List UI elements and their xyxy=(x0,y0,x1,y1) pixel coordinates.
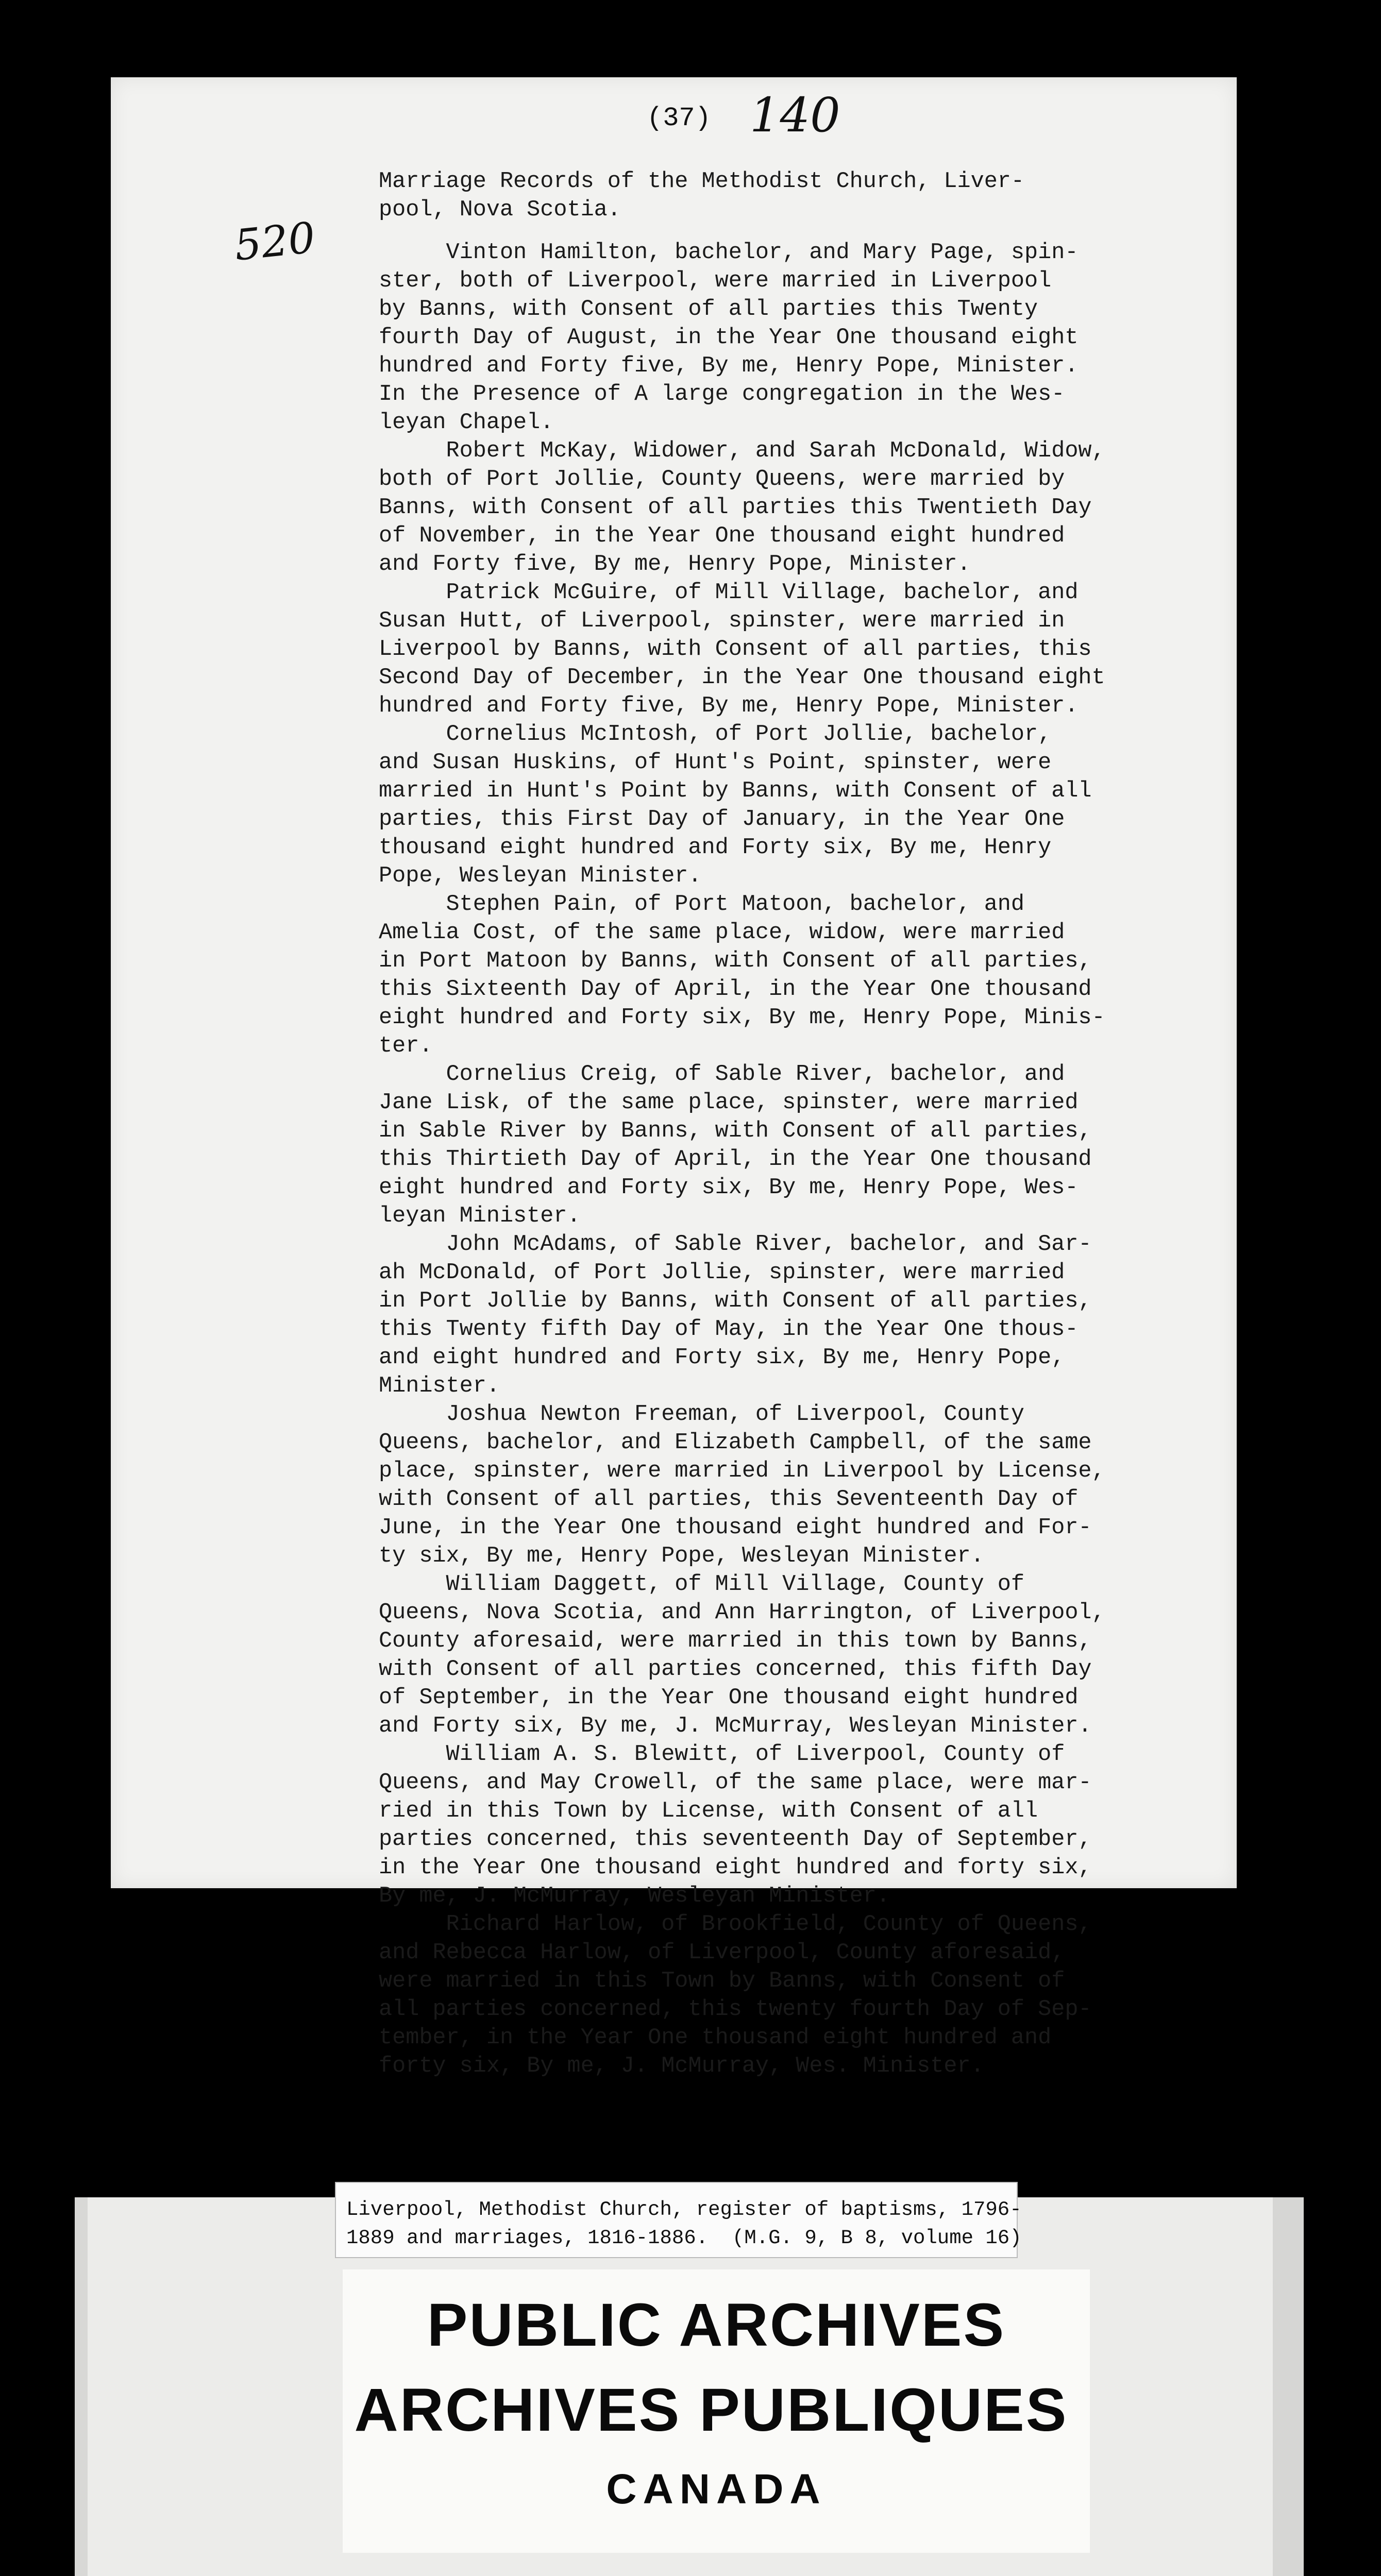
text-line: hundred and Forty five, By me, Henry Pope, Minister. xyxy=(379,353,1079,379)
text-line: Queens, Nova Scotia, and Ann Harrington, of Liverpool, xyxy=(379,1600,1105,1625)
text-line: ried in this Town by License, with Consent of all xyxy=(379,1799,1038,1824)
text-line: ster, both of Liverpool, were married in Liverpool xyxy=(379,268,1052,294)
text-line: leyan Minister. xyxy=(379,1204,581,1229)
card-edge-left xyxy=(75,2197,88,2576)
catalog-label-line-1: Liverpool, Methodist Church, register of baptisms, 1796- xyxy=(346,2198,1022,2221)
margin-note: 520 xyxy=(232,213,318,270)
text-line: both of Port Jollie, County Queens, were married by xyxy=(379,467,1065,492)
text-line: were married in this Town by Banns, with Consent of xyxy=(379,1969,1065,1994)
text-line: by Banns, with Consent of all parties this Twenty xyxy=(379,297,1038,322)
archives-stamp xyxy=(343,2269,1090,2553)
text-line: and Rebecca Harlow, of Liverpool, County aforesaid, xyxy=(379,1940,1065,1965)
text-line: Marriage Records of the Methodist Church, Liver- xyxy=(379,169,1025,194)
text-line: Stephen Pain, of Port Matoon, bachelor, and xyxy=(379,892,1025,917)
stamp-archives-publiques: ARCHIVES PUBLIQUES xyxy=(354,2376,1068,2444)
text-line: fourth Day of August, in the Year One thousand eight xyxy=(379,325,1079,350)
text-line: leyan Chapel. xyxy=(379,410,554,435)
text-line: thousand eight hundred and Forty six, By me, Henry xyxy=(379,835,1052,860)
text-line: of September, in the Year One thousand eight hundred xyxy=(379,1685,1079,1710)
text-line: hundred and Forty five, By me, Henry Pope, Minister. xyxy=(379,693,1079,719)
text-line: Queens, and May Crowell, of the same place, were mar- xyxy=(379,1770,1092,1795)
text-line: married in Hunt's Point by Banns, with Consent of all xyxy=(379,778,1092,804)
text-line: ah McDonald, of Port Jollie, spinster, were married xyxy=(379,1260,1065,1285)
text-line: William A. S. Blewitt, of Liverpool, County of xyxy=(379,1742,1065,1767)
text-line: with Consent of all parties concerned, this fifth Day xyxy=(379,1657,1092,1682)
text-line: Banns, with Consent of all parties this Twentieth Day xyxy=(379,495,1092,520)
text-line: John McAdams, of Sable River, bachelor, and Sar- xyxy=(379,1232,1092,1257)
text-line: Robert McKay, Widower, and Sarah McDonald, Widow, xyxy=(379,438,1105,464)
typed-text-body xyxy=(379,167,1234,2080)
text-line: in the Year One thousand eight hundred and forty six, xyxy=(379,1855,1092,1880)
text-line: this Thirtieth Day of April, in the Year One thousand xyxy=(379,1147,1092,1172)
text-line: By me, J. McMurray, Wesleyan Minister. xyxy=(379,1884,890,1909)
text-line: County aforesaid, were married in this town by Banns, xyxy=(379,1629,1092,1654)
text-line: Vinton Hamilton, bachelor, and Mary Page, spin- xyxy=(379,240,1079,265)
text-line: ty six, By me, Henry Pope, Wesleyan Minister. xyxy=(379,1544,984,1569)
text-line: and eight hundred and Forty six, By me, Henry Pope, xyxy=(379,1345,1065,1370)
catalog-label xyxy=(335,2182,1022,2258)
folio-number: 140 xyxy=(750,88,840,143)
text-line: Susan Hutt, of Liverpool, spinster, were married in xyxy=(379,608,1065,634)
text-line: tember, in the Year One thousand eight hundred and xyxy=(379,2025,1052,2050)
catalog-label-line-2: 1889 and marriages, 1816-1886. (M.G. 9, B 8, volume 16) xyxy=(346,2227,1022,2249)
text-line: William Daggett, of Mill Village, County of xyxy=(379,1572,1025,1597)
text-line: eight hundred and Forty six, By me, Henry Pope, Wes- xyxy=(379,1175,1079,1200)
text-line: Richard Harlow, of Brookfield, County of Queens, xyxy=(379,1912,1092,1937)
archive-card xyxy=(75,2197,1304,2576)
text-line: Minister. xyxy=(379,1374,500,1399)
card-edge-right xyxy=(1273,2197,1304,2576)
text-line: Pope, Wesleyan Minister. xyxy=(379,863,702,889)
text-line: and Susan Huskins, of Hunt's Point, spinster, were xyxy=(379,750,1052,775)
text-line: in Port Matoon by Banns, with Consent of all parties, xyxy=(379,948,1092,974)
text-line: in Sable River by Banns, with Consent of all parties, xyxy=(379,1118,1092,1144)
text-line: pool, Nova Scotia. xyxy=(379,197,621,223)
text-line: June, in the Year One thousand eight hundred and For- xyxy=(379,1515,1092,1540)
stamp-public-archives: PUBLIC ARCHIVES xyxy=(427,2291,1006,2359)
text-line: Cornelius McIntosh, of Port Jollie, bachelor, xyxy=(379,722,1052,747)
text-line: parties, this First Day of January, in the Year One xyxy=(379,807,1065,832)
page-number: (37) xyxy=(647,103,711,133)
text-line: place, spinster, were married in Liverpool by License, xyxy=(379,1459,1105,1484)
text-line: this Twenty fifth Day of May, in the Year One thous- xyxy=(379,1317,1079,1342)
document-page xyxy=(111,77,1237,2079)
text-line: Cornelius Creig, of Sable River, bachelor, and xyxy=(379,1062,1065,1087)
text-line: all parties concerned, this twenty fourth Day of Sep- xyxy=(379,1997,1092,2022)
text-line: Amelia Cost, of the same place, widow, were married xyxy=(379,920,1065,945)
stamp-canada: CANADA xyxy=(606,2466,827,2513)
text-line: in Port Jollie by Banns, with Consent of all parties, xyxy=(379,1289,1092,1314)
text-line: and Forty five, By me, Henry Pope, Minister. xyxy=(379,552,971,577)
text-line: and Forty six, By me, J. McMurray, Wesleyan Minister. xyxy=(379,1714,1092,1739)
blank-line xyxy=(379,224,1234,239)
text-line: of November, in the Year One thousand eight hundred xyxy=(379,523,1065,549)
text-line: this Sixteenth Day of April, in the Year One thousand xyxy=(379,977,1092,1002)
text-line: Queens, bachelor, and Elizabeth Campbell, of the same xyxy=(379,1430,1092,1455)
text-line: Patrick McGuire, of Mill Village, bachelor, and xyxy=(379,580,1079,605)
text-line: Joshua Newton Freeman, of Liverpool, County xyxy=(379,1402,1025,1427)
text-line: In the Presence of A large congregation in the Wes- xyxy=(379,382,1065,407)
text-line: Second Day of December, in the Year One thousand eight xyxy=(379,665,1105,690)
text-line: forty six, By me, J. McMurray, Wes. Minister. xyxy=(379,2054,984,2079)
text-line: with Consent of all parties, this Seventeenth Day of xyxy=(379,1487,1079,1512)
text-line: Liverpool by Banns, with Consent of all parties, this xyxy=(379,637,1092,662)
text-line: parties concerned, this seventeenth Day of September, xyxy=(379,1827,1092,1852)
text-line: Jane Lisk, of the same place, spinster, were married xyxy=(379,1090,1079,1115)
text-line: ter. xyxy=(379,1033,433,1059)
text-line: eight hundred and Forty six, By me, Henry Pope, Minis- xyxy=(379,1005,1105,1030)
